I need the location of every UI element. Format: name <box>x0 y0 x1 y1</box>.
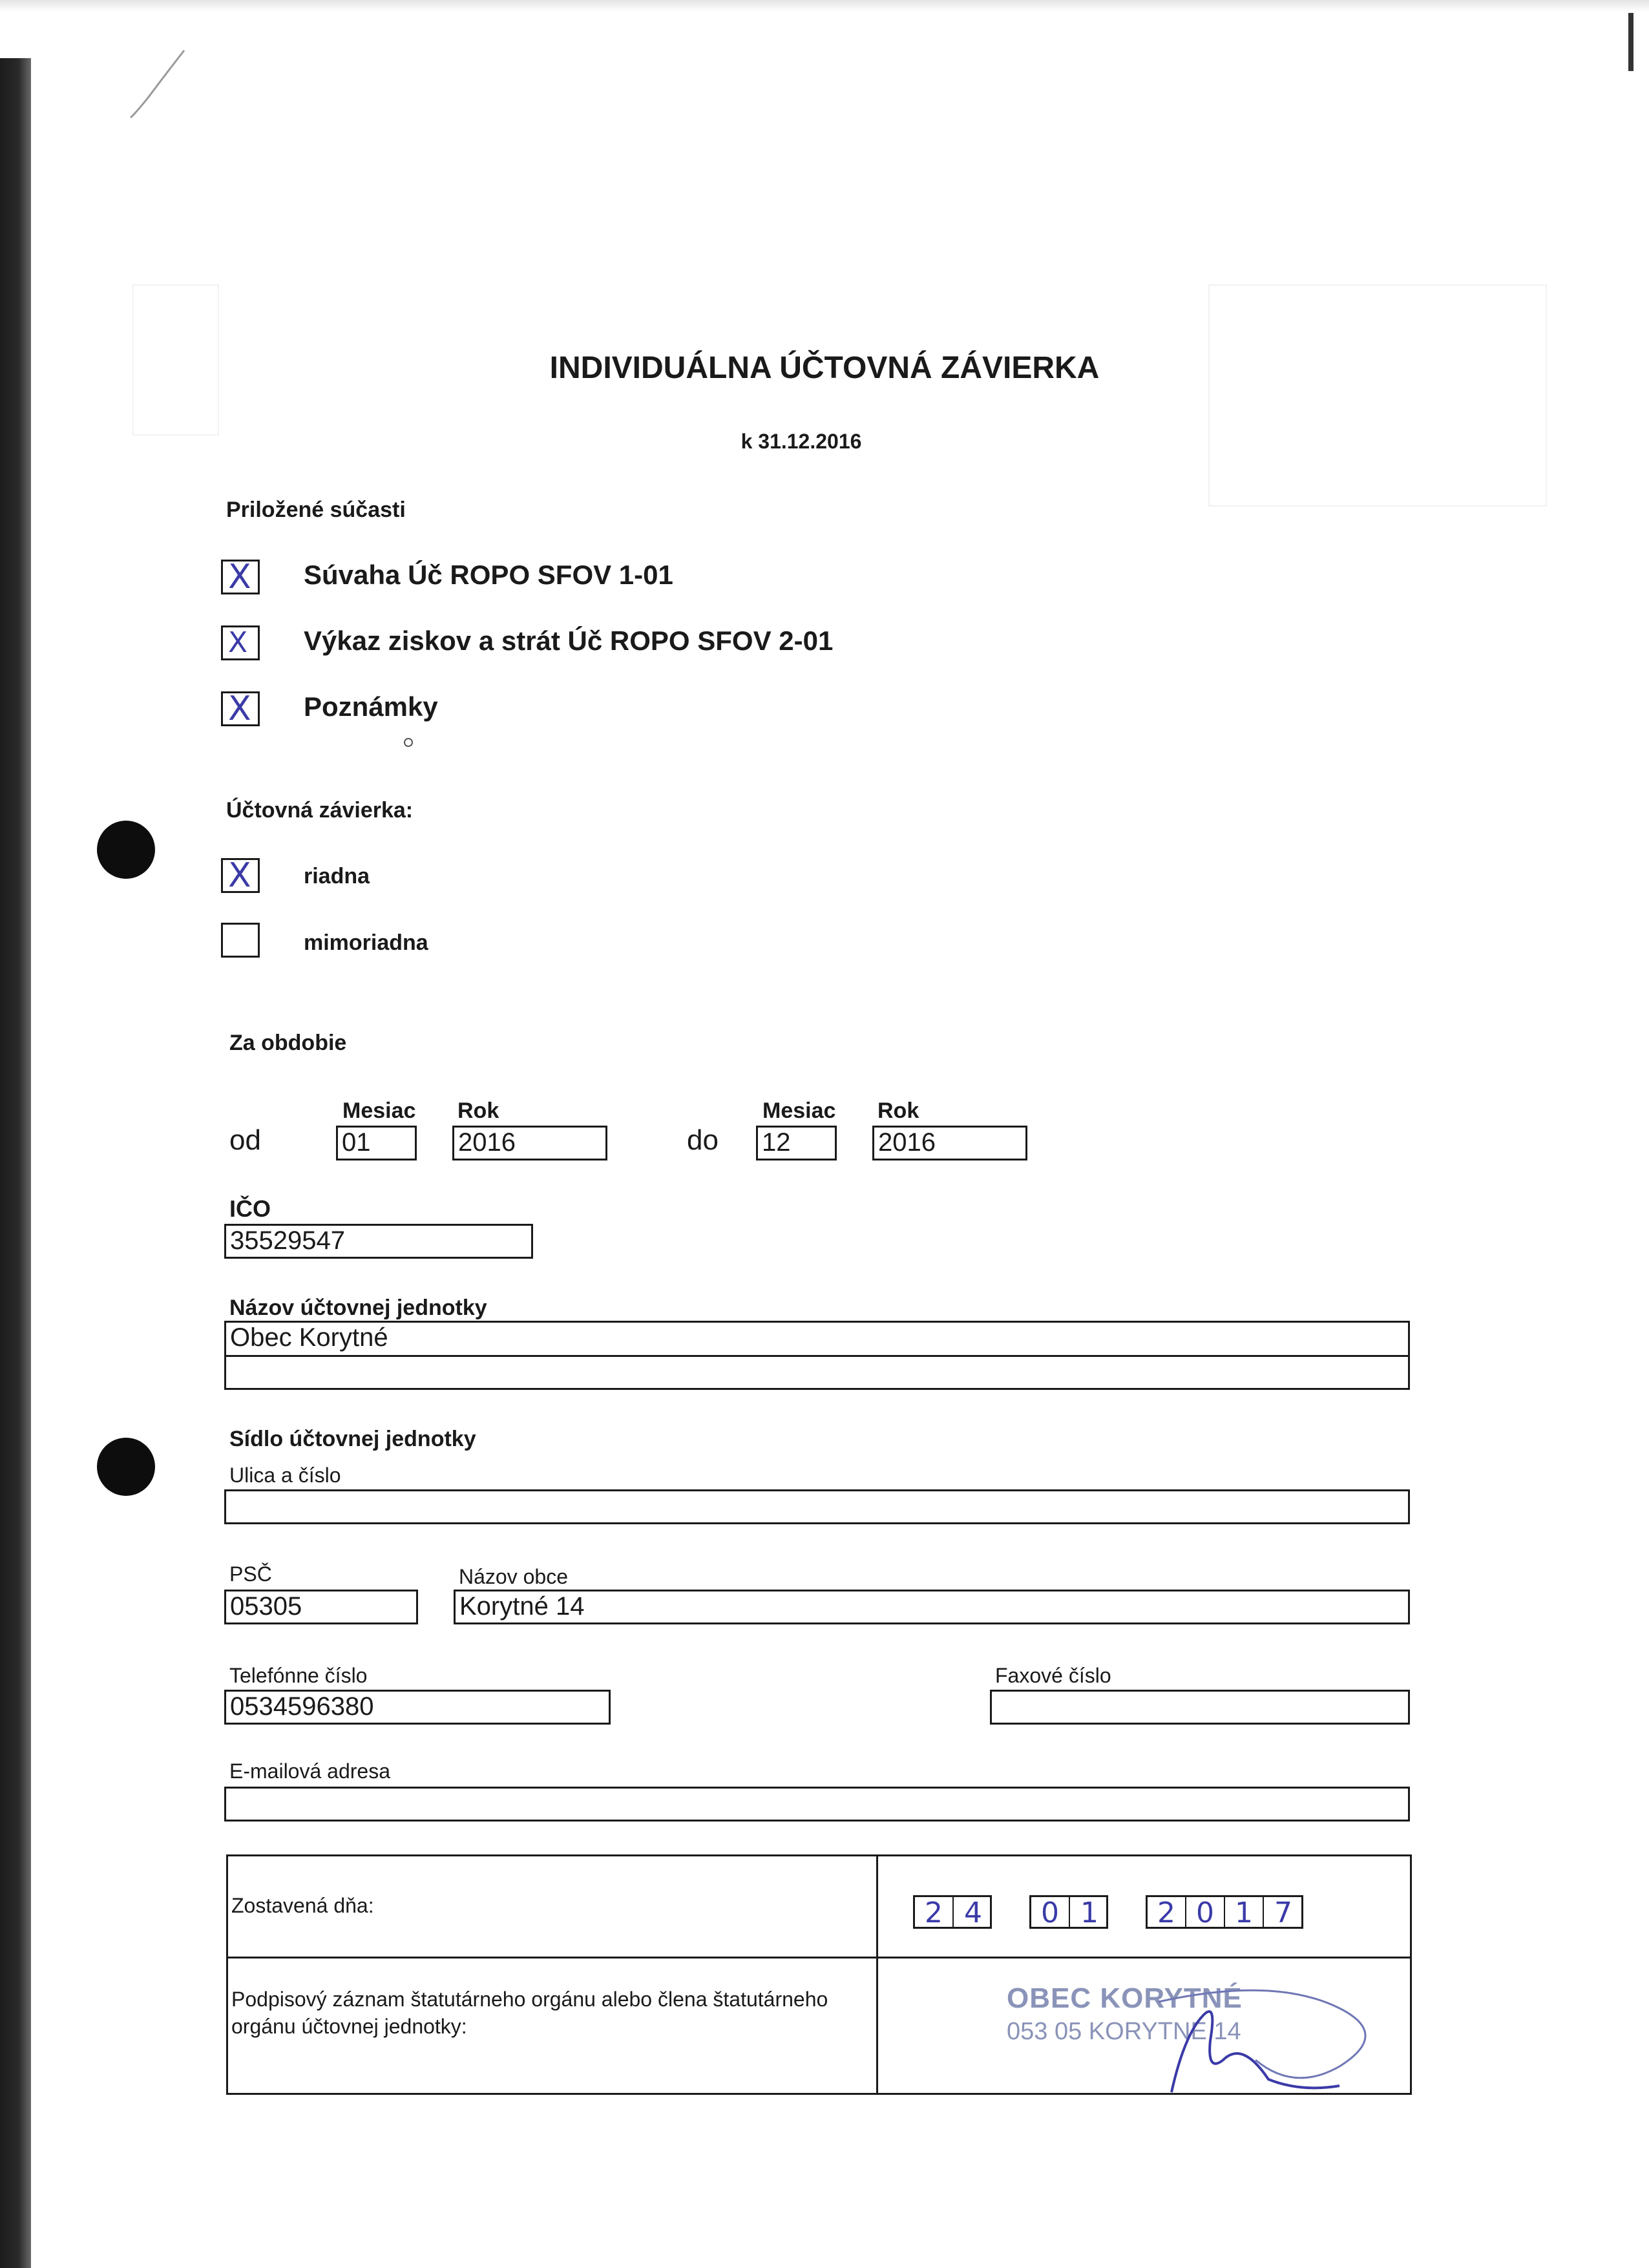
punch-hole-bottom <box>97 1438 155 1496</box>
fax-label: Faxové číslo <box>995 1664 1111 1687</box>
bleed-through <box>1208 284 1547 507</box>
stamp-line1: OBEC KORYTNÉ <box>1007 1982 1243 2014</box>
table-row-divider <box>228 1957 1410 1958</box>
check-x-icon: X <box>228 558 251 596</box>
date-line: k 31.12.2016 <box>740 430 862 453</box>
year-digit: 0 <box>1186 1897 1225 1928</box>
to-year-header: Rok <box>877 1098 919 1123</box>
email-label: E-mailová adresa <box>229 1759 390 1783</box>
check-x-icon: X <box>228 856 251 895</box>
compiled-signature-table <box>226 1854 1412 2095</box>
from-month-field[interactable]: 01 <box>336 1126 417 1160</box>
to-label: do <box>687 1124 719 1156</box>
to-month-field[interactable]: 12 <box>756 1126 837 1160</box>
compiled-label: Zostavená dňa: <box>231 1894 374 1917</box>
attachments-label: Priložené súčasti <box>226 498 406 522</box>
pen-mark <box>123 45 194 123</box>
signature-label: Podpisový záznam štatutárneho orgánu alebo člena štatutárneho orgánu účtovnej jednotky: <box>231 1988 828 2038</box>
address-label: Sídlo účtovnej jednotky <box>229 1427 476 1451</box>
from-year-field[interactable]: 2016 <box>452 1126 607 1160</box>
compiled-month-box[interactable] <box>1029 1895 1108 1929</box>
small-dot-mark <box>404 738 413 747</box>
psc-field[interactable]: 05305 <box>224 1590 418 1624</box>
day-digit: 4 <box>964 1896 982 1929</box>
period-label: Za obdobie <box>229 1031 347 1055</box>
attachment-vykaz: Výkaz ziskov a strát Úč ROPO SFOV 2-01 <box>304 625 834 656</box>
compiled-day-box[interactable] <box>913 1895 992 1929</box>
scan-top-edge <box>0 0 1649 12</box>
month-digit: 0 <box>1031 1897 1070 1928</box>
fax-field[interactable] <box>990 1690 1410 1725</box>
street-field[interactable] <box>224 1489 1410 1524</box>
scan-left-edge <box>0 58 31 2268</box>
entity-name-line2[interactable] <box>224 1355 1410 1390</box>
entity-name-label: Názov účtovnej jednotky <box>229 1296 487 1320</box>
year-digit: 2 <box>1148 1897 1186 1928</box>
check-x-icon: X <box>228 626 248 659</box>
checkbox-mimoriadna[interactable] <box>221 923 260 958</box>
city-field[interactable]: Korytné 14 <box>454 1590 1410 1624</box>
option-riadna: riadna <box>304 864 370 888</box>
month-digit: 1 <box>1080 1896 1098 1929</box>
checkbox-poznamky[interactable] <box>221 691 260 726</box>
email-field[interactable] <box>224 1787 1410 1822</box>
checkbox-riadna[interactable] <box>221 858 260 893</box>
check-x-icon: X <box>228 689 251 728</box>
from-month-header: Mesiac <box>342 1098 416 1123</box>
table-col-divider <box>876 1856 878 2093</box>
from-year-header: Rok <box>457 1098 499 1123</box>
year-digit: 1 <box>1225 1897 1264 1928</box>
checkbox-vykaz[interactable] <box>221 625 260 660</box>
stamp-line2: 053 05 KORYTNÉ 14 <box>1007 2018 1241 2045</box>
from-label: od <box>229 1124 261 1156</box>
year-digit: 7 <box>1274 1896 1292 1929</box>
scan-right-edge <box>1628 13 1633 71</box>
phone-field[interactable]: 0534596380 <box>224 1690 611 1725</box>
phone-label: Telefónne číslo <box>229 1664 368 1687</box>
compiled-year-box[interactable] <box>1146 1895 1303 1929</box>
checkbox-suvaha[interactable] <box>221 560 260 594</box>
to-month-header: Mesiac <box>762 1098 836 1123</box>
statement-type-label: Účtovná závierka: <box>226 798 414 823</box>
attachment-poznamky: Poznámky <box>304 691 438 722</box>
ico-label: IČO <box>229 1195 271 1222</box>
punch-hole-top <box>97 821 155 879</box>
street-label: Ulica a číslo <box>229 1464 341 1487</box>
to-year-field[interactable]: 2016 <box>872 1126 1027 1160</box>
entity-name-line1[interactable]: Obec Korytné <box>224 1321 1410 1357</box>
signature-scribble <box>1146 1963 1423 2099</box>
psc-label: PSČ <box>229 1562 272 1586</box>
option-mimoriadna: mimoriadna <box>304 930 428 955</box>
ico-field[interactable]: 35529547 <box>224 1224 533 1259</box>
day-digit: 2 <box>915 1897 954 1928</box>
page-title: INDIVIDUÁLNA ÚČTOVNÁ ZÁVIERKA <box>549 351 1100 385</box>
attachment-suvaha: Súvaha Úč ROPO SFOV 1-01 <box>304 560 673 590</box>
city-label: Názov obce <box>459 1565 568 1588</box>
